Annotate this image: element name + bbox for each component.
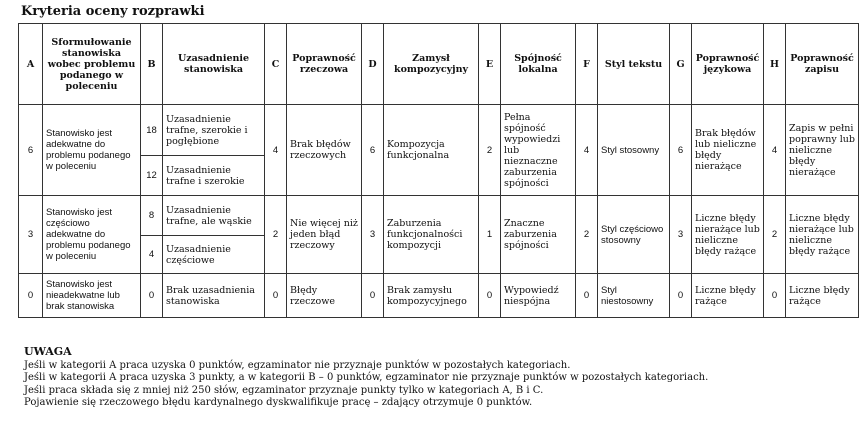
row1-g-text: Brak błędów lub nieliczne błędy nierażące bbox=[692, 105, 764, 196]
header-h-label: Poprawność zapisu bbox=[786, 24, 859, 105]
page-title: Kryteria oceny rozprawki bbox=[21, 4, 205, 19]
note-heading: UWAGA bbox=[24, 345, 72, 358]
table-row bbox=[19, 274, 859, 318]
row2-b-points-2: 4 bbox=[141, 236, 163, 274]
row2-g-points: 3 bbox=[670, 196, 692, 274]
note-line: Jeśli w kategorii A praca uzyska 0 punktów, egzaminator nie przyznaje punktów w pozostałych kategoriach. bbox=[24, 359, 571, 371]
row1-b-points-2: 12 bbox=[141, 156, 163, 196]
row2-c-points: 2 bbox=[265, 196, 287, 274]
row2-c-text: Nie więcej niż jeden błąd rzeczowy bbox=[287, 196, 362, 274]
row1-a-points: 6 bbox=[19, 105, 43, 196]
row3-g-points: 0 bbox=[670, 274, 692, 318]
row3-g-text: Liczne błędy rażące bbox=[692, 274, 764, 318]
row1-f-points: 4 bbox=[576, 105, 598, 196]
header-c-label: Poprawność rzeczowa bbox=[287, 24, 362, 105]
row2-b-text-2: Uzasadnienie częściowe bbox=[163, 236, 265, 274]
row2-b-points-1: 8 bbox=[141, 196, 163, 236]
table-row bbox=[19, 196, 859, 236]
note-section bbox=[24, 346, 708, 410]
header-f-label: Styl tekstu bbox=[598, 24, 670, 105]
header-b-letter: B bbox=[141, 24, 163, 105]
table-row bbox=[19, 105, 859, 156]
note-line: Jeśli praca składa się z mniej niż 250 słów, egzaminator przyznaje punkty tylko w kategoriach A, B i C. bbox=[24, 384, 544, 396]
row3-a-points: 0 bbox=[19, 274, 43, 318]
row3-d-points: 0 bbox=[362, 274, 384, 318]
row1-a-text: Stanowisko jest adekwatne do problemu podanego w poleceniu bbox=[43, 105, 141, 196]
row2-d-points: 3 bbox=[362, 196, 384, 274]
row3-b-points: 0 bbox=[141, 274, 163, 318]
row1-e-points: 2 bbox=[479, 105, 501, 196]
row2-f-points: 2 bbox=[576, 196, 598, 274]
header-f-letter: F bbox=[576, 24, 598, 105]
row3-f-points: 0 bbox=[576, 274, 598, 318]
row2-h-text: Liczne błędy nierażące lub nieliczne błędy rażące bbox=[786, 196, 859, 274]
header-a-letter: A bbox=[19, 24, 43, 105]
row3-f-text: Styl niestosowny bbox=[598, 274, 670, 318]
note-line: Jeśli w kategorii A praca uzyska 3 punkty, a w kategorii B – 0 punktów, egzaminator nie przyznaje punktów w pozostałych kategoriach. bbox=[24, 372, 709, 384]
row1-d-text: Kompozycja funkcjonalna bbox=[384, 105, 479, 196]
row1-d-points: 6 bbox=[362, 105, 384, 196]
header-e-letter: E bbox=[479, 24, 501, 105]
row1-b-text-2: Uzasadnienie trafne i szerokie bbox=[163, 156, 265, 196]
row1-h-points: 4 bbox=[764, 105, 786, 196]
header-a-label: Sformułowanie stanowiska wobec problemu podanego w poleceniu bbox=[43, 24, 141, 105]
row3-c-points: 0 bbox=[265, 274, 287, 318]
row3-d-text: Brak zamysłu kompozycyjnego bbox=[384, 274, 479, 318]
row3-c-text: Błędy rzeczowe bbox=[287, 274, 362, 318]
row1-b-points-1: 18 bbox=[141, 105, 163, 156]
criteria-table bbox=[18, 23, 859, 318]
row2-a-points: 3 bbox=[19, 196, 43, 274]
row2-b-text-1: Uzasadnienie trafne, ale wąskie bbox=[163, 196, 265, 236]
row2-e-text: Znaczne zaburzenia spójności bbox=[501, 196, 576, 274]
row1-c-points: 4 bbox=[265, 105, 287, 196]
row3-h-points: 0 bbox=[764, 274, 786, 318]
row2-d-text: Zaburzenia funkcjonalności kompozycji bbox=[384, 196, 479, 274]
header-b-label: Uzasadnienie stanowiska bbox=[163, 24, 265, 105]
header-g-label: Poprawność językowa bbox=[692, 24, 764, 105]
row1-c-text: Brak błędów rzeczowych bbox=[287, 105, 362, 196]
row3-h-text: Liczne błędy rażące bbox=[786, 274, 859, 318]
row1-f-text: Styl stosowny bbox=[598, 105, 670, 196]
header-h-letter: H bbox=[764, 24, 786, 105]
header-g-letter: G bbox=[670, 24, 692, 105]
row3-e-text: Wypowiedź niespójna bbox=[501, 274, 576, 318]
row1-g-points: 6 bbox=[670, 105, 692, 196]
row2-e-points: 1 bbox=[479, 196, 501, 274]
header-d-letter: D bbox=[362, 24, 384, 105]
header-row bbox=[19, 24, 859, 105]
row2-h-points: 2 bbox=[764, 196, 786, 274]
row2-f-text: Styl częściowo stosowny bbox=[598, 196, 670, 274]
row1-h-text: Zapis w pełni poprawny lub nieliczne błędy nierażące bbox=[786, 105, 859, 196]
row2-g-text: Liczne błędy nierażące lub nieliczne błędy rażące bbox=[692, 196, 764, 274]
row1-b-text-1: Uzasadnienie trafne, szerokie i pogłębione bbox=[163, 105, 265, 156]
note-line: Pojawienie się rzeczowego błędu kardynalnego dyskwalifikuje pracę – zdający otrzymuje 0 punktów. bbox=[24, 397, 533, 409]
row2-a-text: Stanowisko jest częściowo adekwatne do problemu podanego w poleceniu bbox=[43, 196, 141, 274]
header-e-label: Spójność lokalna bbox=[501, 24, 576, 105]
header-c-letter: C bbox=[265, 24, 287, 105]
header-d-label: Zamysł kompozycyjny bbox=[384, 24, 479, 105]
row3-a-text: Stanowisko jest nieadekwatne lub brak stanowiska bbox=[43, 274, 141, 318]
row1-e-text: Pełna spójność wypowiedzi lub nieznaczne zaburzenia spójności bbox=[501, 105, 576, 196]
row3-e-points: 0 bbox=[479, 274, 501, 318]
row3-b-text: Brak uzasadnienia stanowiska bbox=[163, 274, 265, 318]
